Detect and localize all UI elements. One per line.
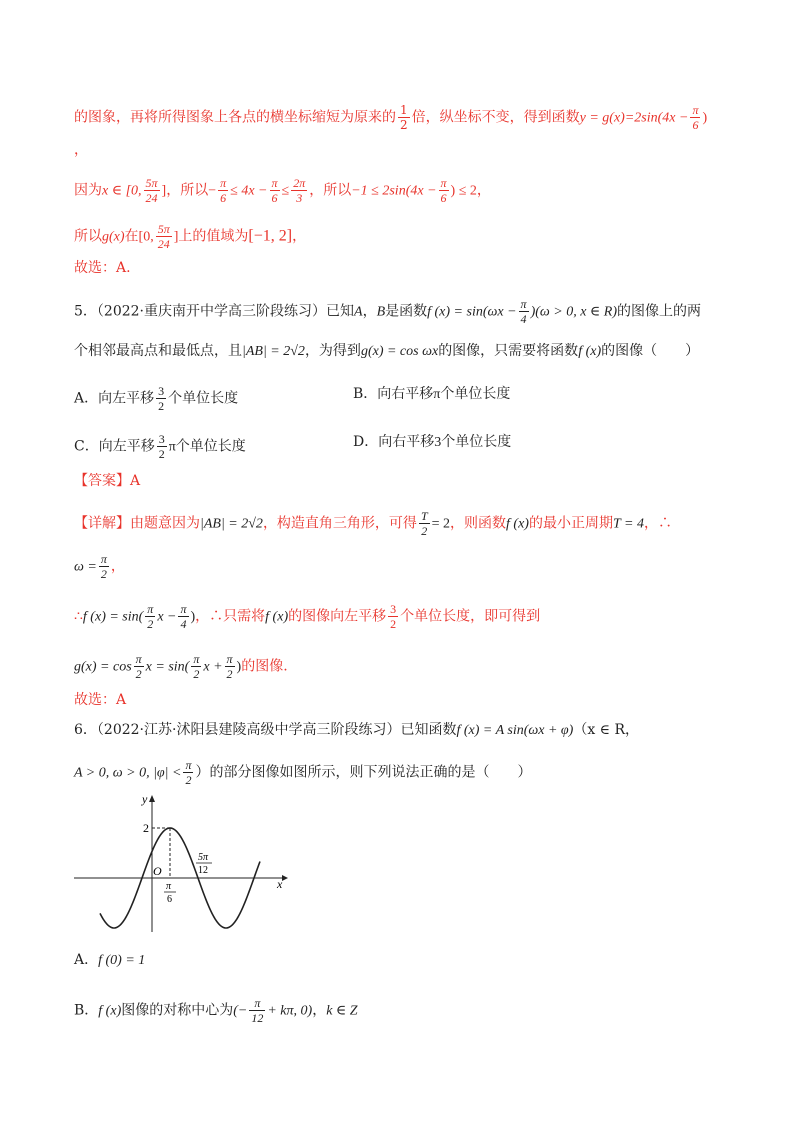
- q4-line4: 所以g(x)在[0, $\frac{5\pi}{24}$ ]上的值域为[−1, 2]，: [74, 222, 307, 251]
- y-axis-arrow: [149, 795, 155, 802]
- tick-5pi-12-num: 5π: [198, 852, 209, 863]
- q4-line2: ，: [74, 142, 88, 158]
- tick-pi-6-den: 6: [167, 894, 172, 905]
- q6-option-b: B．f (x)图像的对称中心为(− $\frac{\pi}{12}$ + kπ, 0)，k ∈ Z: [74, 996, 358, 1025]
- q6-stem-line2: A > 0, ω > 0, |φ| < $\frac{\pi}{2}$ ）的部分图像如图所示，则下列说法正确的是（ ）: [74, 758, 532, 787]
- x-axis-label: x: [277, 877, 283, 891]
- q5-detail-line1: 【详解】由题意因为|AB| = 2√2，构造直角三角形，可得 $\frac{T}{2}$ = 2，则函数f (x)的最小正周期T = 4，∴: [74, 509, 672, 538]
- q5-stem-line2: 个相邻最高点和最低点，且|AB| = 2√2，为得到g(x) = cos ωx的图像，只需要将函数f (x)的图像（ ）: [74, 343, 700, 359]
- q5-final: 故选：A: [74, 692, 127, 708]
- q5-detail-line2: ω = $\frac{\pi}{2}$ ，: [74, 552, 125, 581]
- q5-option-b: B．向右平移π个单位长度: [353, 386, 511, 402]
- q5-option-a: A．向左平移 $\frac{3}{2}$ 个单位长度: [74, 384, 239, 413]
- q4-line1: 的图象，再将所得图象上各点的横坐标缩短为原来的 $\frac{1}{2}$ 倍，纵坐标不变，得到函数y = g(x)=2sin(4x − $\frac{\pi}{6}$ ): [74, 103, 708, 132]
- fraction: $\frac{1}{2}$: [400, 103, 408, 132]
- q5-answer: 【答案】A: [74, 473, 141, 489]
- fraction: $\frac{\pi}{6}$: [692, 103, 699, 132]
- q4-line3: 因为x ∈ [0, $\frac{5\pi}{24}$ ]，所以− $\frac{\pi}{6}$ ≤ 4x − $\frac{\pi}{6}$ ≤ $\frac{2\pi}{3}$ ，所以−1 ≤ 2sin(4x − $\frac{\pi}{6}$ ) ≤ 2，: [74, 176, 491, 205]
- q5-option-c: C．向左平移 $\frac{3}{2}$ π个单位长度: [74, 432, 246, 461]
- q4-answer: 故选：A.: [74, 260, 131, 276]
- tick-5pi-12-den: 12: [198, 865, 208, 876]
- math: y = g(x)=2sin(4x −: [579, 110, 689, 126]
- tick-pi-6-num: π: [166, 881, 172, 892]
- sine-graph: [70, 790, 300, 940]
- q5-detail-line4: g(x) = cos $\frac{\pi}{2}$ x = sin( $\frac{\pi}{2}$ x + $\frac{\pi}{2}$ )的图像.: [74, 652, 288, 681]
- q6-stem-line1: 6．（2022·江苏·沭阳县建陵高级中学高三阶段练习）已知函数f (x) = A sin(ωx + φ)（x ∈ R，: [74, 722, 640, 738]
- q4-text: 倍，纵坐标不变，得到函数: [411, 109, 580, 126]
- peak-value-label: 2: [143, 821, 149, 835]
- q4-text: 的图象，再将所得图象上各点的横坐标缩短为原来的: [74, 109, 396, 126]
- q6-option-a: A．f (0) = 1: [74, 952, 146, 968]
- y-axis-label: y: [142, 792, 148, 806]
- q5-option-d: D．向右平移3个单位长度: [353, 434, 512, 450]
- q5-stem-line1: 5．（2022·重庆南开中学高三阶段练习）已知A，B是函数f (x) = sin(ωx − $\frac{\pi}{4}$ )(ω > 0, x ∈ R)的图像上的两: [74, 297, 702, 326]
- x-axis-arrow: [282, 875, 288, 881]
- origin-label: O: [153, 864, 162, 878]
- q5-detail-line3: ∴f (x) = sin( $\frac{\pi}{2}$ x − $\frac{\pi}{4}$ )，∴只需将f (x)的图像向左平移 $\frac{3}{2}$ 个单位长度，即可得到: [74, 602, 541, 631]
